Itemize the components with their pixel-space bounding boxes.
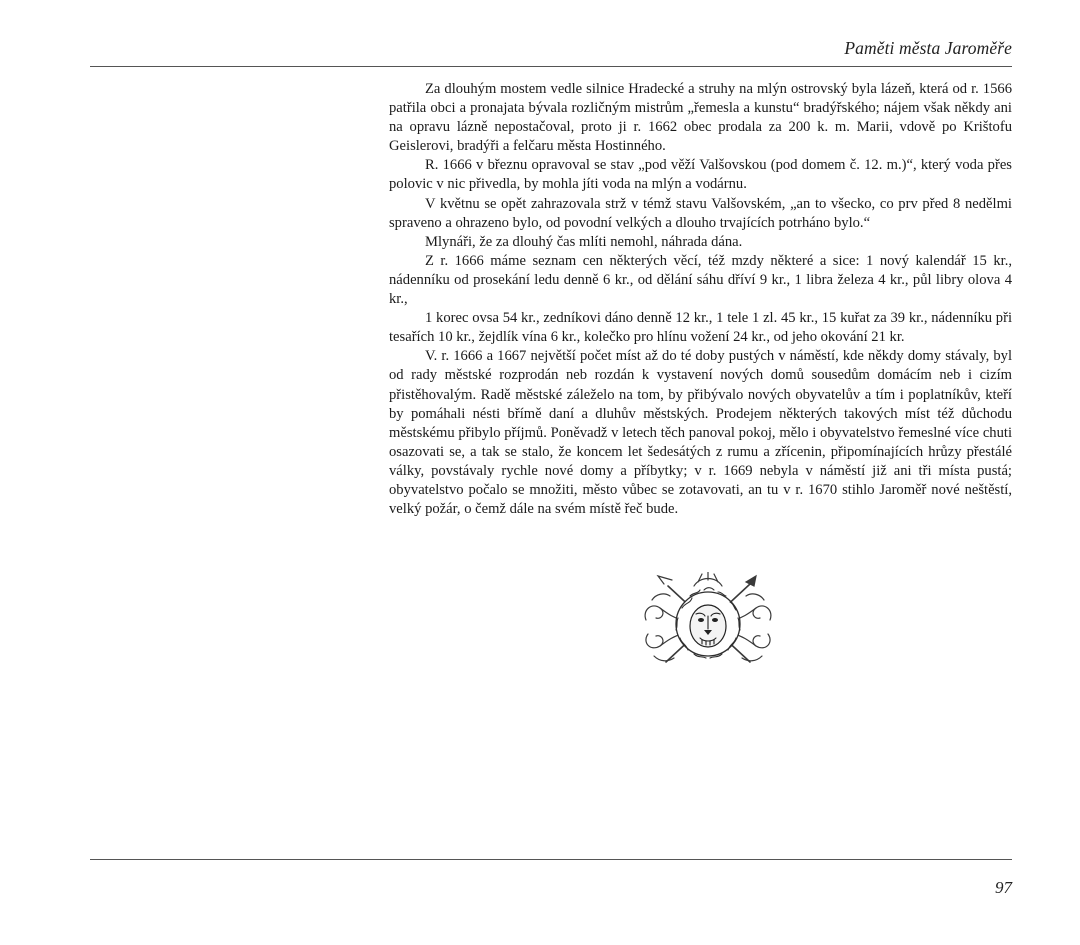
paragraph: V květnu se opět zahrazovala strž v témž stavu Valšovském, „an to všecko, co prv před 8 nedělmi spraveno a ohrazeno bylo, od povodní velkých a dlouho trvajících potrháno bylo.“ xyxy=(389,195,1012,231)
paragraph: Z r. 1666 máme seznam cen některých věcí, též mzdy některé a sice: 1 nový kalendář 15 kr., nádenníku od prosekání ledu denně 6 kr., od dělání sáhu dříví 9 kr., 1 libra železa 4 kr., půl libry olova 4 kr., xyxy=(389,252,1012,308)
page-number: 97 xyxy=(995,878,1012,897)
header-rule xyxy=(90,66,1012,67)
paragraph: V. r. 1666 a 1667 největší počet míst až do té doby pustých v náměstí, kde někdy domy stávaly, byl od rady městské rozprodán neb rozdán k vystavení nových domů sousedům domácím neb i cizím přistěhovalým. Radě městské záleželo na tom, by přibývalo nových obyvatelův a tím i poplatníkův, kteří by pomáhali nésti břímě daní a dluhův městských. Prodejem některých takových míst též důchodu městskému přibylo příjmů. Poněvadž v letech těch panoval pokoj, mělo i obyvatelstvo řemeslné více chuti osazovati se, a tak se stalo, že koncem let šedesátých z rumu a zřícenin, připomínajících hrůzy přestálé války, povstávaly rychle nové domy a příbytky; v r. 1669 nebyla v náměstí již ani tři místa pustá; obyvatelstvo počalo se množiti, město vůbec se zotavovati, an tu v r. 1670 stihlo Jaroměř nové neštěstí, velký požár, o čemž dále na svém místě řeč bude. xyxy=(389,348,1012,518)
footer-rule xyxy=(90,859,1012,860)
running-header: Paměti města Jaroměře xyxy=(844,38,1012,58)
paragraph: Mlynáři, že za dlouhý čas mlíti nemohl, náhrada dána. xyxy=(425,233,743,250)
lion-head-vignette-icon xyxy=(638,572,778,672)
paragraph: R. 1666 v březnu opravoval se stav „pod věží Valšovskou (pod domem č. 12. m.)“, který voda přes polovic v nic přivedla, by mohla jíti voda na mlýn a vodárnu. xyxy=(389,157,1012,193)
paragraph: Za dlouhým mostem vedle silnice Hradecké a struhy na mlýn ostrovský byla lázeň, která od r. 1566 patřila obci a pronajata bývala rozličným mistrům „řemesla a kunstu“ bradýřského; nájem však někdy ani na opravu lázně nepostačoval, proto ji r. 1662 obec prodala za 200 k. m. Marii, vdově po Krištofu Geislerovi, bradýři a felčaru města Hostinného. xyxy=(389,81,1012,155)
paragraph: 1 korec ovsa 54 kr., zedníkovi dáno denně 12 kr., 1 tele 1 zl. 45 kr., 15 kuřat za 39 kr., nádenníku při tesařích 10 kr., žejdlík vína 6 kr., kolečko pro hlínu vožení 24 kr., od jeho okování 21 kr. xyxy=(389,310,1012,346)
body-text xyxy=(389,80,1012,519)
